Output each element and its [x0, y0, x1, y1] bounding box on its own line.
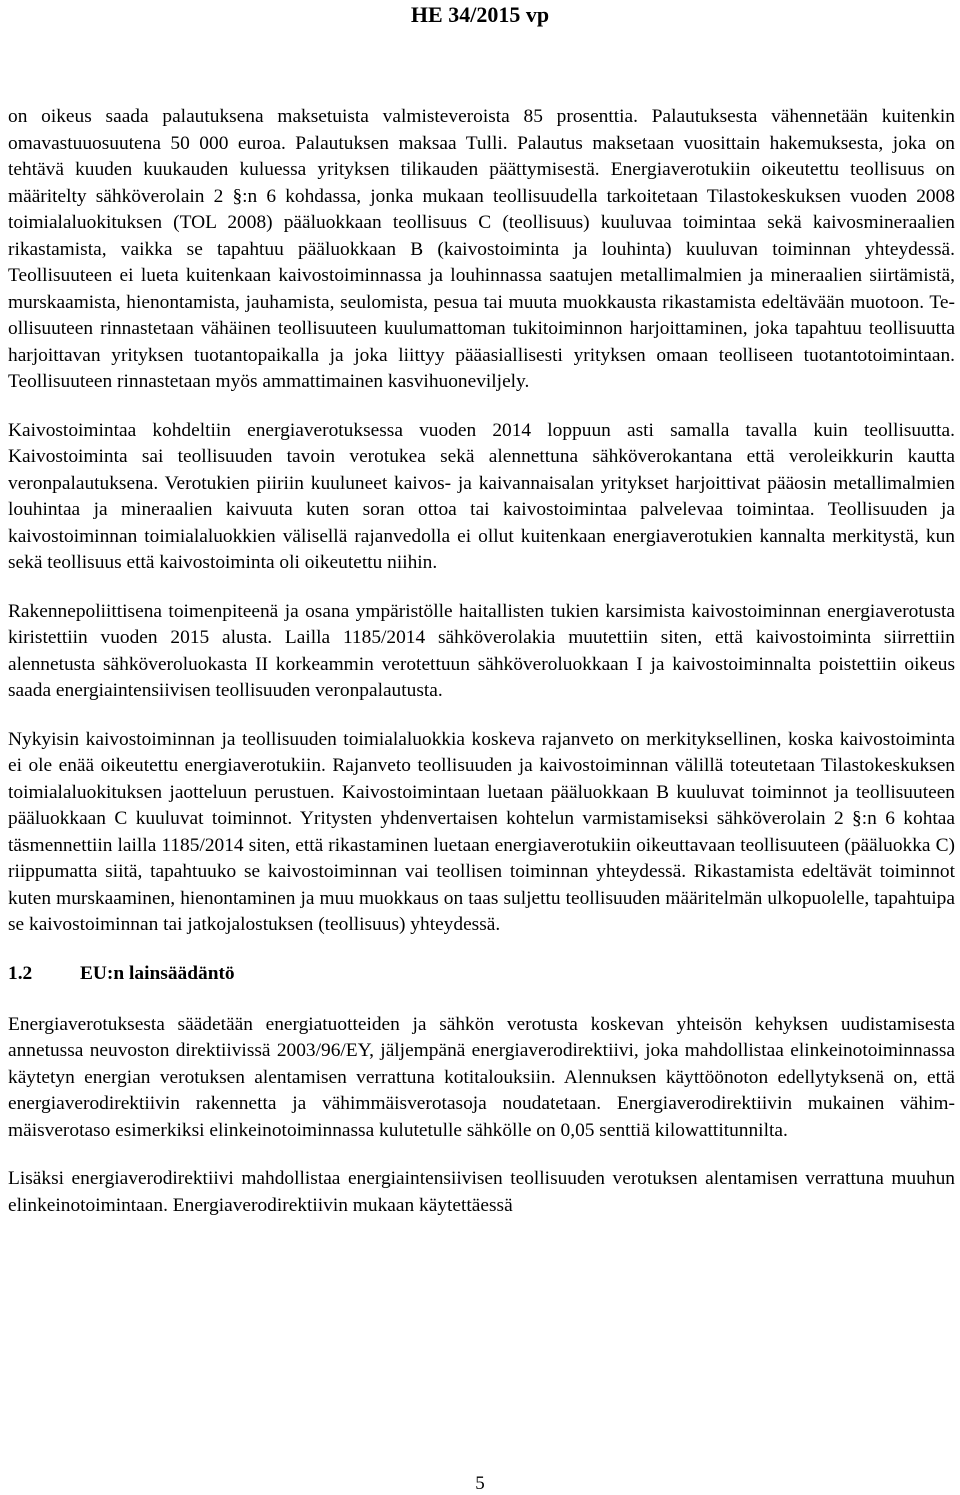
document-reference: HE 34/2015 vp: [410, 2, 550, 27]
paragraph-current-distinction: Nykyisin kaivostoiminnan ja teollisuuden toimialaluokkia koskeva rajanveto on merkityksellinen, koska kaivostoiminta ei ole enää oikeutettu energiaverotukiin. Rajanveto teollisuuden ja kaivostoiminnan välillä toteutetaan Tilastokeskuksen toimialaluokituksen jaotteluun perustuen. Kaivostoimintaan luetaan pääluokkaan B kuuluvat toiminnot ja teollisuuteen pääluokkaan C kuuluvat toiminnot. Yritysten yhdenvertaisen kohtelun varmistamiseksi sähköverolain 2 §:n 6 kohtaa täsmennettiin lailla 1185/2014 siten, että rikastaminen luetaan energiaverotukiin oikeuttavaan teollisuuteen (pääluokka C) riippumatta siitä, tapahtuuko se kaivostoiminnan vai teollisen toiminnan yhteydessä. Rikastamista edeltävät toiminnot kuten murskaaminen, hienontaminen ja muu muokkaus on taas suljettu teollisuuden määritelmän ulkopuolelle, tapahtuipa se kaivostoiminnan tai jatkojalostuksen (teollisuus) yhteydessä.: [8, 728, 955, 935]
document-header: [0, 2, 960, 28]
page-number: 5: [475, 1473, 485, 1494]
paragraph-energy-tax-refund: on oikeus saada palautuksena maksetuista valmisteveroista 85 prosenttia. Palautuksesta vähennetään kuitenkin omavastuuosuutena 50 000 euroa. Palautuksen maksaa Tulli. Palautus maksetaan vuosittain hakemuksesta, joka on tehtävä kuuden kuukauden kuluessa yrityksen tilikauden päättymisestä. Energiaverotukiin oikeutettu teollisuus on määritelty sähköverolain 2 §:n 6 kohdassa, jonka mukaan teollisuudella tarkoitetaan Tilastokeskuksen vuoden 2008 toimialaluokituksen (TOL 2008) pääluokkaan teollisuus C (teollisuus) kuuluvaa toimintaa sekä kaivosmineraalien rikastamista, vaikka se tapahtuu pääluokkaan B (kaivostoiminta ja louhinta) kuuluvan toiminnan yhteydessä. Teollisuuteen ei lueta kuitenkaan kaivostoiminnassa ja louhinnassa saatujen metallimalmien ja mineraalien siirtämistä, murskaamista, hienontamista, jauhamista, seulomista, pesua tai muuta muokkausta rikastamista edeltävään muotoon. Teollisuuteen rinnastetaan vähäinen teollisuuteen kuulumattoman tukitoiminnon harjoittaminen, joka tapahtuu teollisuutta harjoittavan yrityksen tuotantopaikalla ja joka liittyy pääasiallisesti yrityksen omaan teolliseen tuotantotoimintaan. Teollisuuteen rinnastetaan myös ammattimainen kasvihuoneviljely.: [8, 106, 955, 392]
paragraph-structural-policy: Rakennepoliittisena toimenpiteenä ja osana ympäristölle haitallisten tukien karsimista kaivostoiminnan energiaverotusta kiristettiin vuoden 2015 alusta. Lailla 1185/2014 sähköverolakia muutettiin siten, että kaivostoiminta siirrettiin alennetusta sähköveroluokasta II korkeammin verotettuun sähköveroluokkaan I ja kaivostoiminnalta poistettiin oikeus saada energiaintensiivisen teollisuuden veronpalautusta.: [8, 600, 955, 701]
section-heading: [8, 961, 955, 987]
document-body: [8, 104, 955, 1241]
paragraph-mining-treatment: Kaivostoimintaa kohdeltiin energiaverotuksessa vuoden 2014 loppuun asti samalla tavalla kuin teollisuutta. Kaivostoiminta sai teollisuuden tavoin verotukea sekä alennettuna sähköverokantana että veroleikkurin kautta veronpalautuksena. Verotukien piiriin kuuluneet kaivos- ja kaivannaisalan yritykset harjoittivat pääosin metallimalmien louhintaa ja mineraalien kaivuuta kuten soran ottoa tai kaivostoimintaa palvelevaa toimintaa. Teollisuuden ja kaivostoiminnan toimialaluokkien välisellä rajanvedolla ei ollut kuitenkaan energiaverotukien kannalta merkitystä, kun sekä teollisuus että kaivostoiminta oli oikeutettu niihin.: [8, 419, 955, 573]
section-number: 1.2: [8, 962, 33, 984]
paragraph-energy-intensive: Lisäksi energiaverodirektiivi mahdollistaa energiaintensiivisen teollisuuden verotuksen alentamisen verrattuna muuhun elinkeinotoimintaan. Energiaverodirektiivin mukaan käytettäessä: [8, 1168, 955, 1216]
paragraph-eu-directive: Energiaverotuksesta säädetään energiatuotteiden ja sähkön verotusta koskevan yhteisön kehyksen uudistamisesta annetussa neuvoston direktiivissä 2003/96/EY, jäljempänä energiaverodirektiivi, joka mahdollistaa elinkeinotoiminnassa käytetyn energian verotuksen alentamisen verrattuna kotitalouksiin. Alennuksen käyttöönoton edellytyksenä on, että energiaverodirektiivin rakennetta ja vähimmäisverotasoja noudatetaan. Energiaverodirektiivin mukainen vähimmäisverotaso esimerkiksi elinkeinotoiminnassa kulutetulle sähkölle on 0,05 senttiä kilowattitunnilta.: [8, 1013, 955, 1141]
section-title: EU:n lainsäädäntö: [80, 962, 235, 984]
